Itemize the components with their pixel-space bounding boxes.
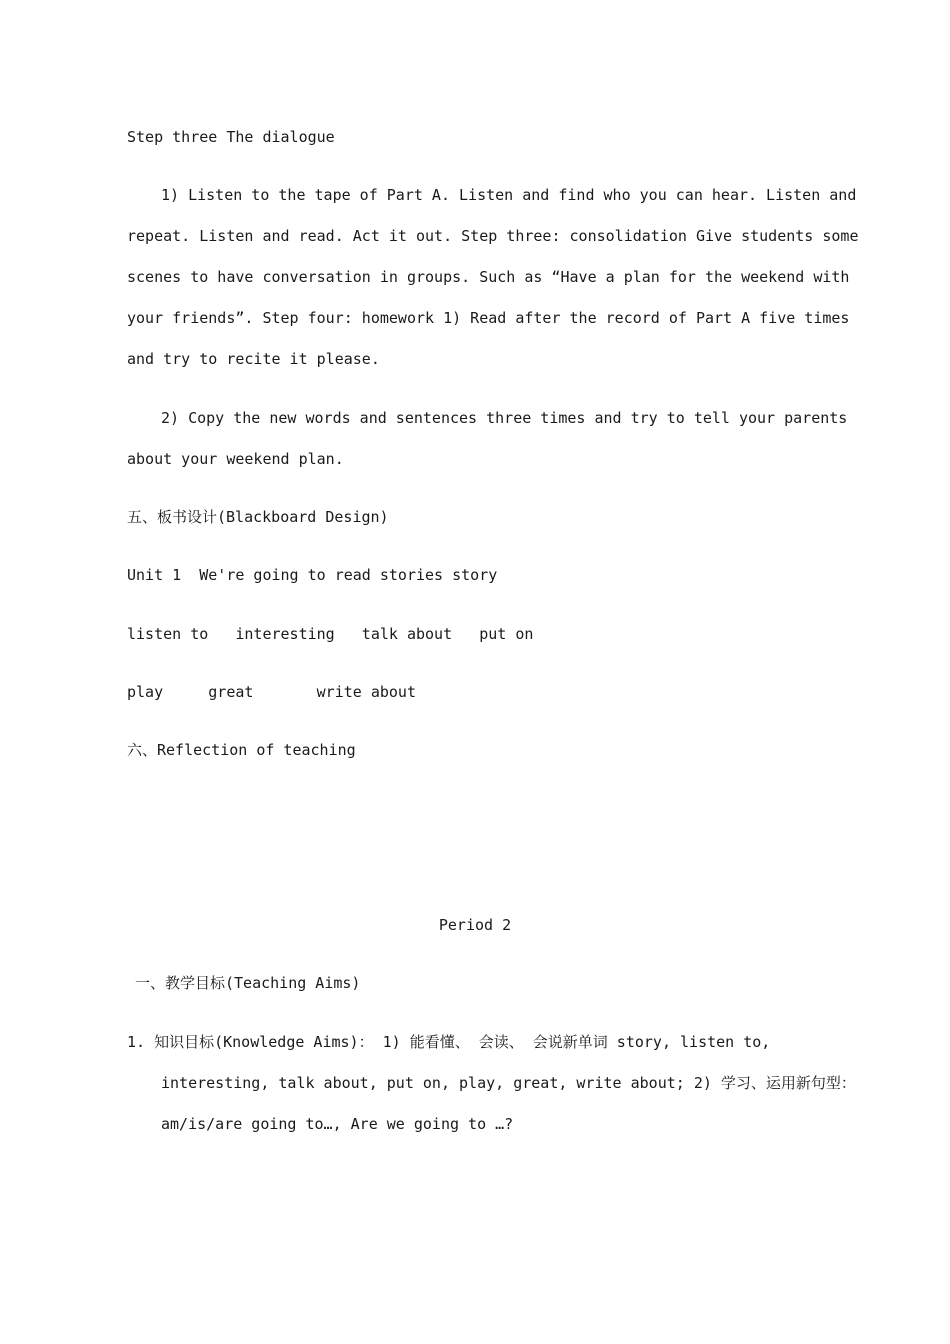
list-item-line: am/is/are going to…, Are we going to …? (161, 1115, 514, 1133)
paragraph-line: about your weekend plan. (127, 450, 344, 468)
step-three-heading: Step three The dialogue (127, 128, 335, 146)
paragraph-line: repeat. Listen and read. Act it out. Step three: consolidation Give students some (127, 227, 859, 245)
reflection-heading: 六、Reflection of teaching (127, 741, 356, 759)
paragraph-line: 1) Listen to the tape of Part A. Listen and find who you can hear. Listen and (161, 186, 857, 204)
paragraph-line: and try to recite it please. (127, 350, 380, 368)
paragraph-line: 2) Copy the new words and sentences three times and try to tell your parents (161, 409, 848, 427)
blackboard-words-row-2: play great write about (127, 683, 416, 701)
blackboard-unit-line: Unit 1 We're going to read stories story (127, 566, 498, 584)
list-item-line: interesting, talk about, put on, play, great, write about; 2) 学习、运用新句型： (161, 1074, 856, 1092)
teaching-aims-heading: 一、教学目标(Teaching Aims) (135, 974, 361, 992)
period-title: Period 2 (438, 916, 512, 934)
blackboard-design-heading: 五、板书设计(Blackboard Design) (127, 508, 389, 526)
paragraph-line: scenes to have conversation in groups. Such as “Have a plan for the weekend with (127, 268, 850, 286)
list-item-line: 1. 知识目标(Knowledge Aims)： 1) 能看懂、 会读、 会说新单词 story, listen to, (127, 1033, 771, 1051)
paragraph-line: your friends”. Step four: homework 1) Read after the record of Part A five times (127, 309, 850, 327)
blackboard-words-row-1: listen to interesting talk about put on (127, 625, 534, 643)
